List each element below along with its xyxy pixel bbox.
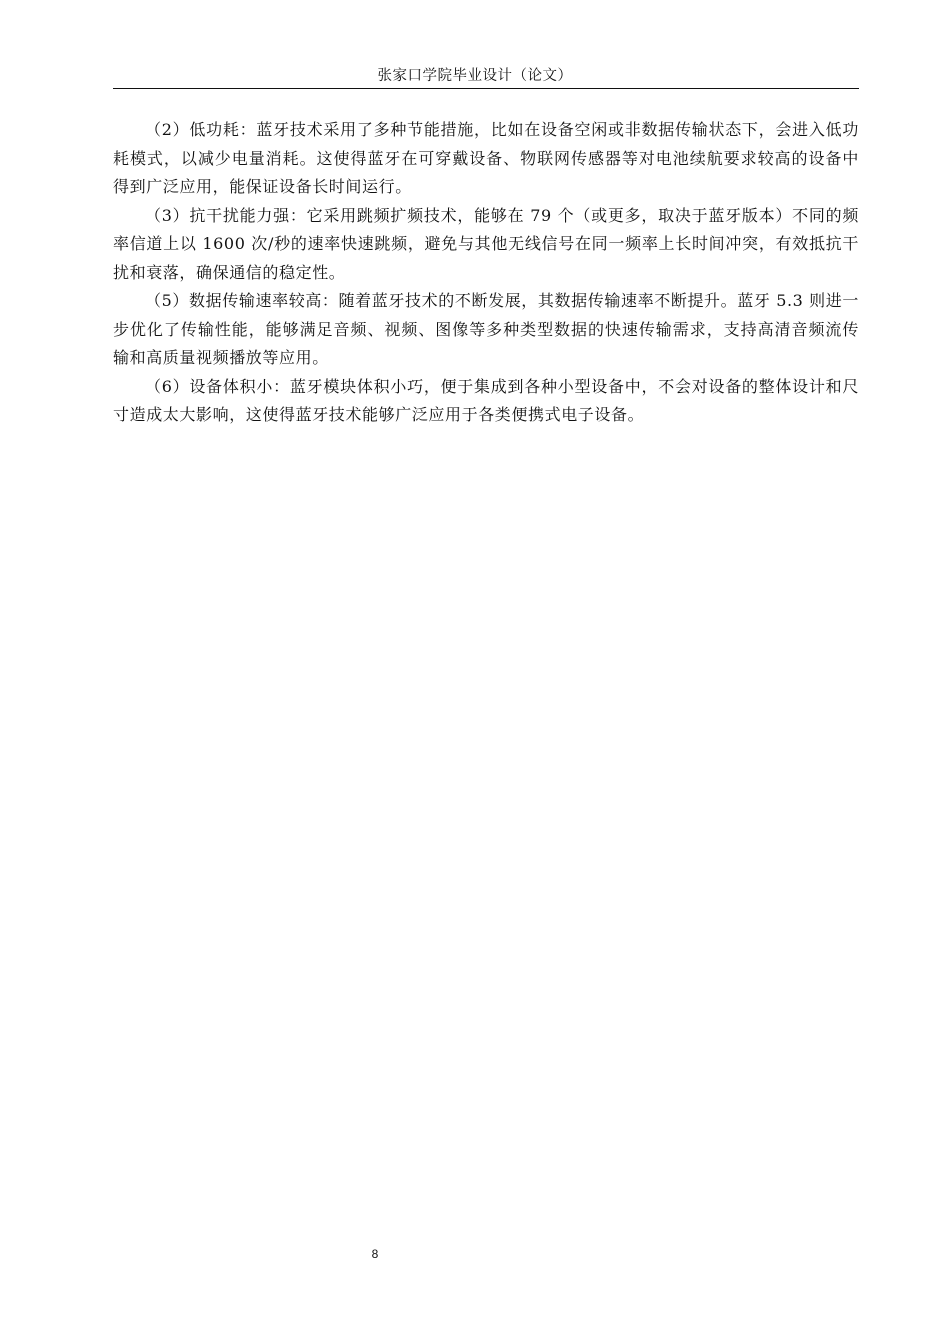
header-divider [113,88,859,89]
paragraph-data-rate: （5）数据传输速率较高：随着蓝牙技术的不断发展，其数据传输速率不断提升。蓝牙 5.3 则进一步优化了传输性能，能够满足音频、视频、图像等多种类型数据的快速传输需求，支持高清音频流传输和高质量视频播放等应用。 [113,291,859,367]
paragraph-small-size: （6）设备体积小：蓝牙模块体积小巧，便于集成到各种小型设备中，不会对设备的整体设计和尺寸造成太大影响，这使得蓝牙技术能够广泛应用于各类便携式电子设备。 [113,376,859,424]
paragraph-low-power: （2）低功耗：蓝牙技术采用了多种节能措施，比如在设备空闲或非数据传输状态下，会进入低功耗模式，以减少电量消耗。这使得蓝牙在可穿戴设备、物联网传感器等对电池续航要求较高的设备中得到广泛应用，能保证设备长时间运行。 [113,120,859,196]
page-number: 8 [371,1247,379,1261]
body-text [113,116,859,430]
running-header: 张家口学院毕业设计（论文） [377,68,573,84]
paragraph-anti-interference: （3）抗干扰能力强：它采用跳频扩频技术，能够在 79 个（或更多，取决于蓝牙版本）不同的频率信道上以 1600 次/秒的速率快速跳频，避免与其他无线信号在同一频率上长时间冲突，有效抵抗干扰和衰落，确保通信的稳定性。 [113,205,859,282]
